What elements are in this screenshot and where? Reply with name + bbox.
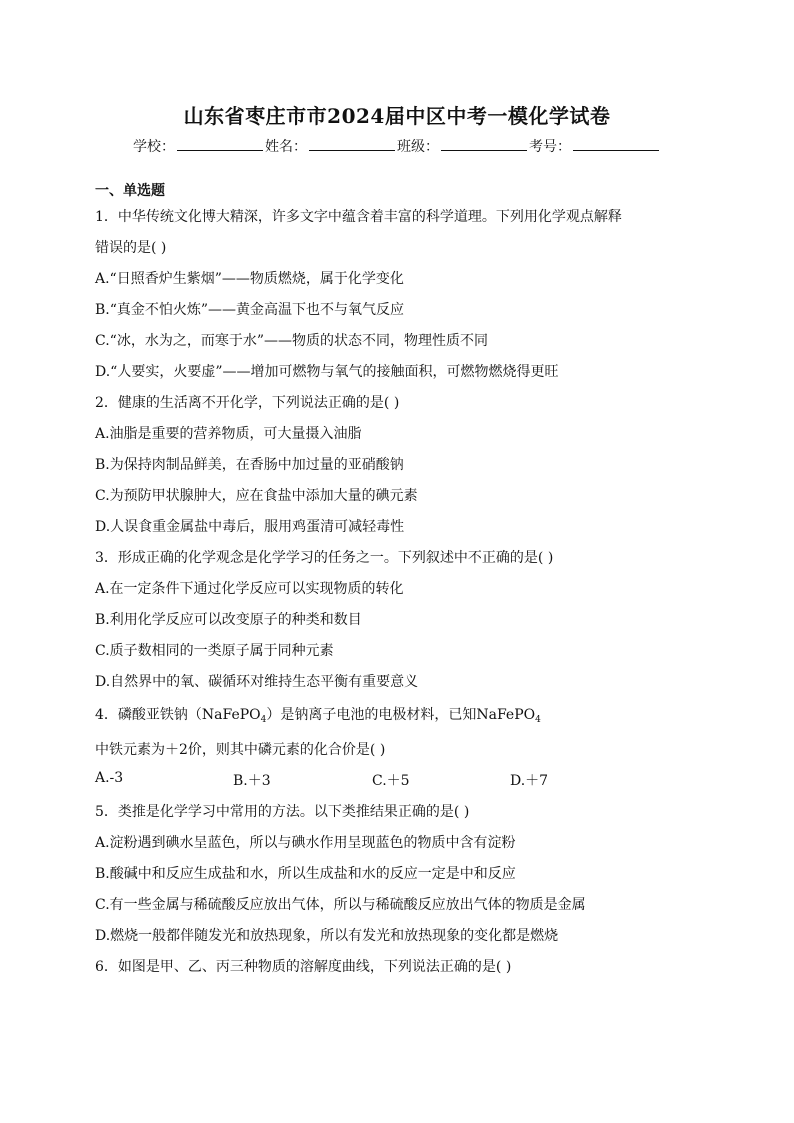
q5-option-a[interactable]: A.淀粉遇到碘水呈蓝色，所以与碘水作用呈现蓝色的物质中含有淀粉: [95, 835, 516, 851]
q2-option-a[interactable]: A.油脂是重要的营养物质，可大量摄入油脂: [95, 426, 362, 442]
class-blank[interactable]: [441, 136, 527, 151]
name-label: 姓名：: [265, 139, 307, 155]
q2-option-b[interactable]: B.为保持肉制品鲜美，在香肠中加过量的亚硝酸钠: [95, 457, 404, 473]
q1-option-c[interactable]: C.“冰，水为之，而寒于水”——物质的状态不同，物理性质不同: [95, 333, 488, 349]
q1-option-a[interactable]: A.“日照香炉生紫烟”——物质燃烧，属于化学变化: [95, 271, 404, 287]
q5-option-d[interactable]: D.燃烧一般都伴随发光和放热现象，所以有发光和放热现象的变化都是燃烧: [95, 928, 559, 944]
q4-stem-line1: [95, 704, 541, 725]
q4-formula: NaFePO$_4$: [201, 707, 267, 725]
q4-option-b[interactable]: B.＋3: [233, 773, 271, 789]
q4-stem-part1: 4．磷酸亚铁钠（: [95, 707, 202, 723]
number-blank[interactable]: [573, 136, 659, 151]
q4-option-d[interactable]: D.＋7: [510, 773, 549, 789]
name-blank[interactable]: [309, 136, 395, 151]
q4-stem-line2: 中铁元素为＋2价，则其中磷元素的化合价是( ): [95, 742, 386, 758]
q3-option-c[interactable]: C.质子数相同的一类原子属于同种元素: [95, 643, 334, 659]
q3-option-d[interactable]: D.自然界中的氧、碳循环对维持生态平衡有重要意义: [95, 674, 419, 690]
q1-stem-line2: 错误的是( ): [95, 240, 167, 256]
q5-option-b[interactable]: B.酸碱中和反应生成盐和水，所以生成盐和水的反应一定是中和反应: [95, 866, 516, 882]
section-heading: 一、单选题: [95, 183, 165, 199]
q4-formula-2: NaFePO$_4$: [476, 707, 541, 725]
q1-option-d[interactable]: D.“人要实，火要虚”——增加可燃物与氧气的接触面积，可燃物燃烧得更旺: [95, 364, 559, 380]
q5-option-c[interactable]: C.有一些金属与稀硫酸反应放出气体，所以与稀硫酸反应放出气体的物质是金属: [95, 897, 586, 913]
q2-option-c[interactable]: C.为预防甲状腺肿大，应在食盐中添加大量的碘元素: [95, 488, 418, 504]
class-label: 班级：: [397, 139, 439, 155]
q5-stem: 5．类推是化学学习中常用的方法。以下类推结果正确的是( ): [95, 804, 470, 820]
q4-options-row: [95, 770, 595, 790]
q3-option-a[interactable]: A.在一定条件下通过化学反应可以实现物质的转化: [95, 581, 404, 597]
school-blank[interactable]: [177, 136, 263, 151]
q1-option-b[interactable]: B.“真金不怕火炼”——黄金高温下也不与氧气反应: [95, 302, 405, 318]
q6-stem: 6．如图是甲、乙、丙三种物质的溶解度曲线，下列说法正确的是( ): [95, 959, 512, 975]
page-title: 山东省枣庄市市2024届中区中考一模化学试卷: [183, 104, 611, 128]
q4-option-c[interactable]: C.＋5: [372, 773, 410, 789]
student-info-line: [0, 136, 794, 156]
number-label: 考号：: [529, 139, 571, 155]
q4-option-a[interactable]: A.-3: [95, 770, 124, 786]
school-label: 学校：: [133, 139, 175, 155]
q1-stem-line1: 1．中华传统文化博大精深，许多文字中蕴含着丰富的科学道理。下列用化学观点解释: [95, 209, 622, 225]
q3-option-b[interactable]: B.利用化学反应可以改变原子的种类和数目: [95, 612, 362, 628]
q4-stem-part2: ）是钠离子电池的电极材料，已知: [266, 707, 477, 723]
q2-stem: 2．健康的生活离不开化学，下列说法正确的是( ): [95, 395, 400, 411]
q3-stem: 3．形成正确的化学观念是化学学习的任务之一。下列叙述中不正确的是( ): [95, 550, 554, 566]
q2-option-d[interactable]: D.人误食重金属盐中毒后，服用鸡蛋清可减轻毒性: [95, 519, 405, 535]
